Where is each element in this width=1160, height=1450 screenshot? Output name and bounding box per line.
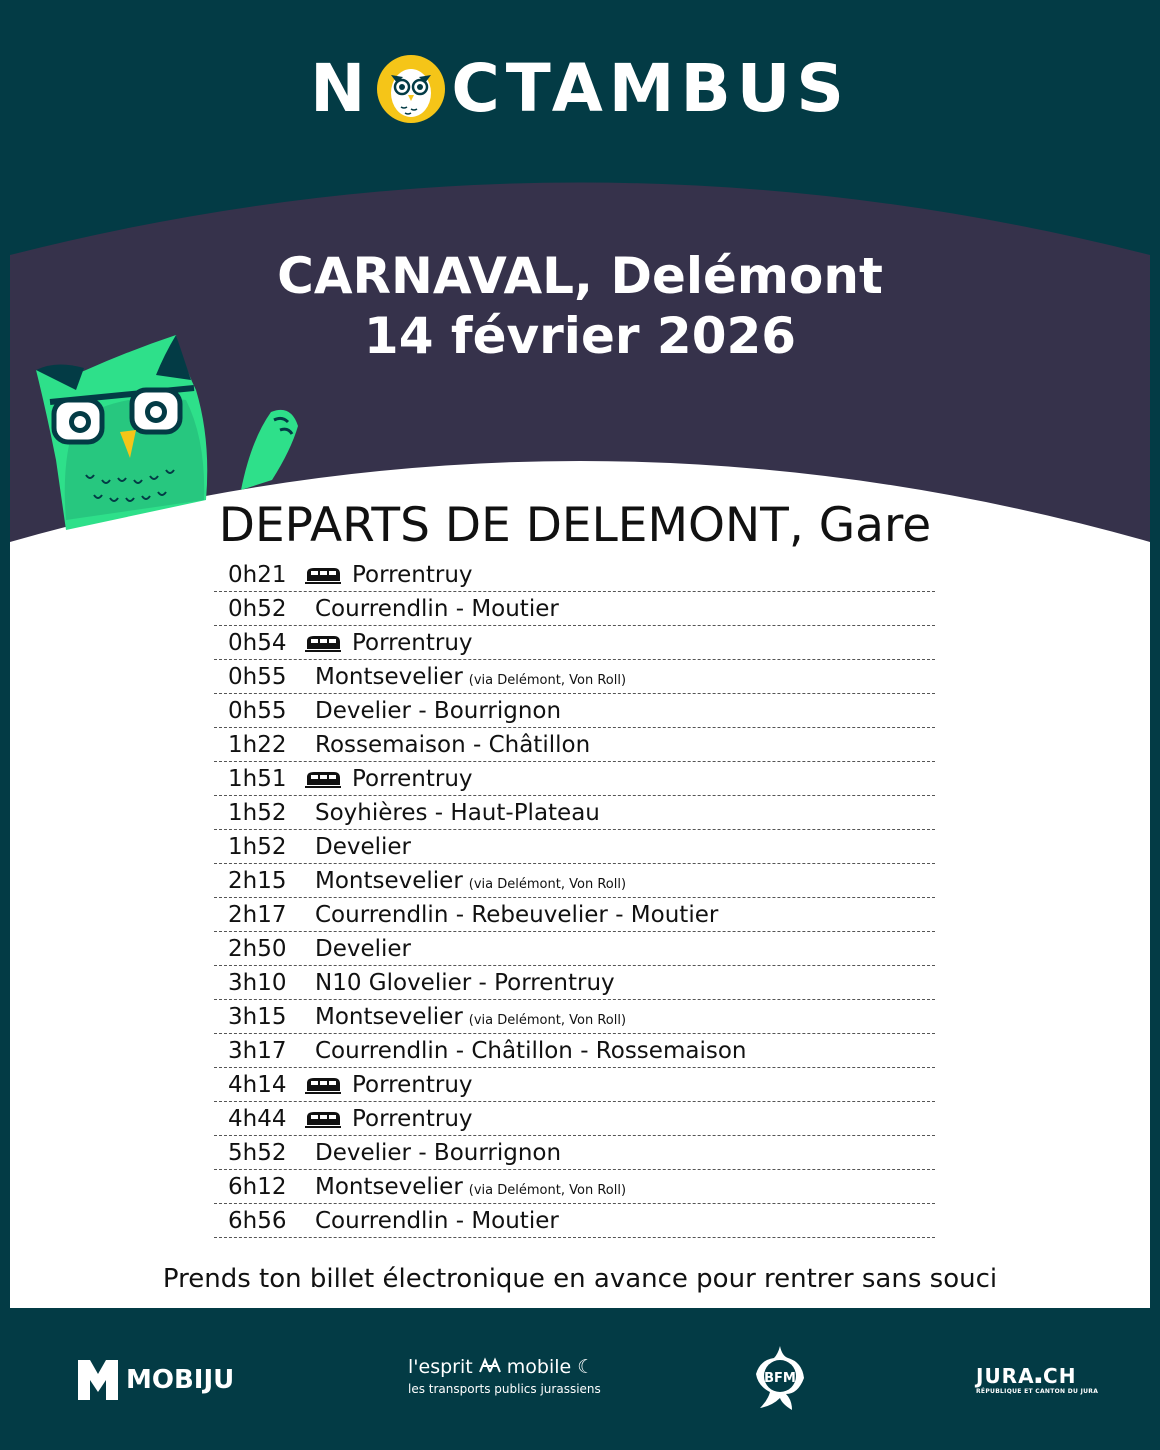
table-row [214,626,935,660]
destination [300,800,600,826]
destination [300,902,718,928]
event-title-line1: CARNAVAL, Delémont [277,247,883,305]
logo-text-left: N [310,50,372,127]
departure-time: 2h17 [228,901,287,928]
table-row [214,1068,935,1102]
table-row [214,1204,935,1238]
destination [300,1140,561,1166]
departure-time: 1h52 [228,833,287,860]
destination-name: Soyhières - Haut-Plateau [315,799,600,826]
route-note: (via Delémont, Von Roll) [468,1182,627,1198]
destination-name: Porrentruy [352,561,473,588]
table-row [214,728,935,762]
table-row [214,694,935,728]
destination [300,970,615,996]
ticket-note: Prends ton billet électronique en avance pour rentrer sans souci [162,1264,998,1294]
event-date: 14 février 2026 [363,307,797,365]
owl-logo-icon [375,53,447,125]
departure-time: 4h14 [228,1071,287,1098]
logo-text-right: CTAMBUS [451,50,850,127]
destination [300,1004,626,1030]
table-row [214,1034,935,1068]
destination-name: Develier [315,833,412,860]
mobile-word: mobile [506,1356,572,1378]
destination-name: Porrentruy [352,1071,473,1098]
destination-name: Develier [315,935,412,962]
destination-name: Montsevelier [315,867,463,894]
destination [300,1038,746,1064]
destination [300,936,411,962]
departure-time: 0h55 [228,663,287,690]
destination-name: Courrendlin - Moutier [315,595,559,622]
table-row [214,864,935,898]
jura-logo [976,1364,1098,1395]
mobiju-text: MOBIJU [126,1365,235,1395]
destination-name: N10 Glovelier - Porrentruy [315,969,615,996]
departure-time: 4h44 [228,1105,287,1132]
departures-table [214,558,935,1238]
destination-name: Rossemaison - Châtillon [315,731,591,758]
destination-name: Montsevelier [315,1173,463,1200]
destination [352,630,473,656]
table-row [214,660,935,694]
bfm-logo [752,1344,808,1418]
destination [300,596,559,622]
destination-name: Courrendlin - Rebeuvelier - Moutier [315,901,719,928]
departure-time: 6h56 [228,1207,287,1234]
table-row [214,592,935,626]
noctambus-logo [0,50,1160,127]
destination-name: Porrentruy [352,765,473,792]
train-icon [304,633,342,653]
route-note: (via Delémont, Von Roll) [468,672,627,688]
train-icon [304,1109,342,1129]
table-row [214,898,935,932]
route-note: (via Delémont, Von Roll) [468,1012,627,1028]
bfm-dragon-icon [752,1344,808,1414]
train-icon [304,769,342,789]
table-row [214,1136,935,1170]
destination-name: Montsevelier [315,1003,463,1030]
departure-time: 6h12 [228,1173,287,1200]
bfm-text: BFM [764,1371,796,1386]
table-row [214,1170,935,1204]
departure-time: 1h52 [228,799,287,826]
departure-time: 2h50 [228,935,287,962]
destination [300,868,626,894]
departure-time: 0h52 [228,595,287,622]
departure-time: 0h55 [228,697,287,724]
destination [300,664,626,690]
departure-time: 3h15 [228,1003,287,1030]
jura-separator-icon: ▪ [1034,1373,1044,1386]
destination [352,1072,473,1098]
jura-subtitle: RÉPUBLIQUE ET CANTON DU JURA [976,1388,1099,1395]
departure-time: 1h51 [228,765,287,792]
departure-time: 5h52 [228,1139,287,1166]
destination [300,732,590,758]
train-icon [304,1075,342,1095]
departure-time: 3h10 [228,969,287,996]
moon-icon: ☾ [577,1356,595,1378]
table-row [214,966,935,1000]
destination [300,1174,626,1200]
destination-name: Courrendlin - Châtillon - Rossemaison [315,1037,747,1064]
esprit-word: l'esprit [408,1356,473,1378]
table-row [214,762,935,796]
table-row [214,796,935,830]
train-icon [304,565,342,585]
departure-time: 0h54 [228,629,287,656]
departure-time: 0h21 [228,561,287,588]
departures-heading: DEPARTS DE DELEMONT, Gare [218,498,932,553]
esprit-tagline: les transports publics jurassiens [408,1382,601,1396]
esprit-mobile-logo [408,1356,601,1396]
table-row [214,558,935,592]
departure-time: 1h22 [228,731,287,758]
destination-name: Develier - Bourrignon [315,697,562,724]
destination [300,1208,559,1234]
mobiju-logo [78,1360,234,1400]
table-row [214,1102,935,1136]
jura-ch-word: CH [1043,1364,1077,1388]
destination-name: Porrentruy [352,629,473,656]
destination [352,766,473,792]
table-row [214,1000,935,1034]
destination-name: Montsevelier [315,663,463,690]
destination [300,698,561,724]
footer-logos [0,1330,1160,1430]
bus-people-icon [479,1357,501,1373]
destination [352,1106,473,1132]
destination [300,834,411,860]
destination [352,562,473,588]
route-note: (via Delémont, Von Roll) [468,876,627,892]
departure-time: 2h15 [228,867,287,894]
table-row [214,830,935,864]
destination-name: Porrentruy [352,1105,473,1132]
jura-word: JURA [976,1364,1035,1388]
table-row [214,932,935,966]
mobiju-m-icon [78,1360,118,1400]
departure-time: 3h17 [228,1037,287,1064]
destination-name: Develier - Bourrignon [315,1139,562,1166]
destination-name: Courrendlin - Moutier [315,1207,559,1234]
